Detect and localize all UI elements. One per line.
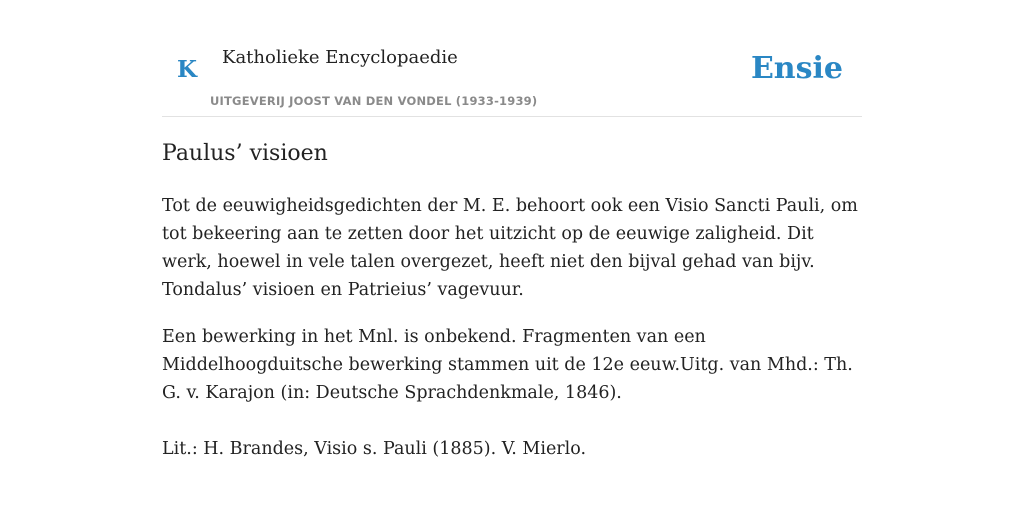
article-paragraph: Tot de eeuwigheidsgedichten der M. E. behoort ook een Visio Sancti Pauli, om tot bekeering aan te zetten door het uitzicht op de eeuwige zaligheid. Dit werk, hoewel in vele talen overgezet, heeft niet den bijval gehad van bijv. Tondalus’ visioen en Patrieius’ vagevuur. — [162, 196, 858, 300]
article-title: Paulus’ visioen — [162, 141, 328, 166]
ensie-logo[interactable]: Ensie — [750, 51, 843, 86]
logo-icon[interactable]: K — [177, 56, 197, 83]
site-header — [162, 0, 862, 117]
article-body — [162, 136, 862, 463]
site-title[interactable]: Katholieke Encyclopaedie — [222, 47, 458, 68]
article-literature: Lit.: H. Brandes, Visio s. Pauli (1885). V. Mierlo. — [162, 439, 587, 459]
publisher-subtitle: UITGEVERIJ JOOST VAN DEN VONDEL (1933-1939) — [210, 94, 538, 108]
article-paragraph: Een bewerking in het Mnl. is onbekend. Fragmenten van een Middelhoogduitsche bewerking stammen uit de 12e eeuw.Uitg. van Mhd.: Th. G. v. Karajon (in: Deutsche Sprachdenkmale, 1846). — [162, 327, 853, 403]
